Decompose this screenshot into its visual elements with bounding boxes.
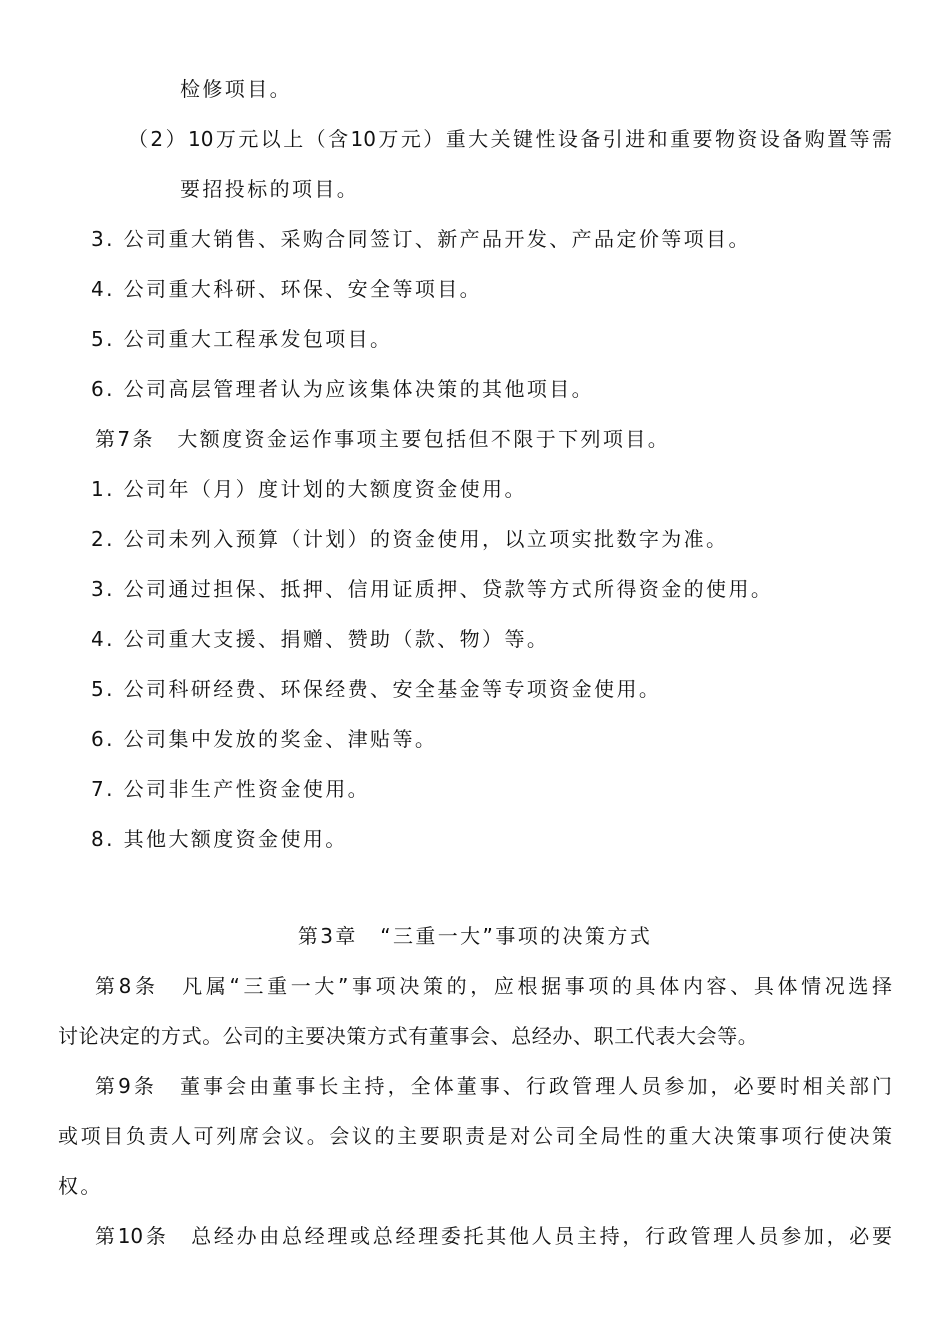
article-10-line-1: 第10条 总经办由总经理或总经理委托其他人员主持，行政管理人员参加，必要 <box>95 1224 892 1248</box>
text-line-fund-2: 2. 公司未列入预算（计划）的资金使用，以立项实批数字为准。 <box>91 527 729 551</box>
article-9-line-3: 权。 <box>58 1174 103 1198</box>
text-line-item-4: 4. 公司重大科研、环保、安全等项目。 <box>91 277 483 301</box>
text-line-fund-1: 1. 公司年（月）度计划的大额度资金使用。 <box>91 477 527 501</box>
text-line-fund-3: 3. 公司通过担保、抵押、信用证质押、贷款等方式所得资金的使用。 <box>91 577 774 601</box>
article-8-line-1: 第8条 凡属“三重一大”事项决策的，应根据事项的具体内容、具体情况选择 <box>95 974 892 998</box>
text-line-fund-8: 8. 其他大额度资金使用。 <box>91 827 348 851</box>
article-8-line-2: 讨论决定的方式。公司的主要决策方式有董事会、总经办、职工代表大会等。 <box>58 1024 759 1048</box>
text-line-item-3: 3. 公司重大销售、采购合同签订、新产品开发、产品定价等项目。 <box>91 227 751 251</box>
article-9-line-2: 或项目负责人可列席会议。会议的主要职责是对公司全局性的重大决策事项行使决策 <box>58 1124 892 1148</box>
text-line-item-5: 5. 公司重大工程承发包项目。 <box>91 327 393 351</box>
text-line-cont-inspection: 检修项目。 <box>180 77 292 101</box>
text-line-fund-4: 4. 公司重大支援、捐赠、赞助（款、物）等。 <box>91 627 550 651</box>
chapter-3-title: 第3章 “三重一大”事项的决策方式 <box>297 924 653 948</box>
text-line-fund-5: 5. 公司科研经费、环保经费、安全基金等专项资金使用。 <box>91 677 662 701</box>
text-line-fund-7: 7. 公司非生产性资金使用。 <box>91 777 371 801</box>
text-line-fund-6: 6. 公司集中发放的奖金、津贴等。 <box>91 727 438 751</box>
article-9-line-1: 第9条 董事会由董事长主持，全体董事、行政管理人员参加，必要时相关部门 <box>95 1074 892 1098</box>
article-7-heading: 第7条 大额度资金运作事项主要包括但不限于下列项目。 <box>95 427 671 451</box>
text-line-item-2: （2）10万元以上（含10万元）重大关键性设备引进和重要物资设备购置等需 <box>128 127 892 151</box>
text-line-cont-bidding: 要招投标的项目。 <box>180 177 360 201</box>
text-line-item-6: 6. 公司高层管理者认为应该集体决策的其他项目。 <box>91 377 595 401</box>
